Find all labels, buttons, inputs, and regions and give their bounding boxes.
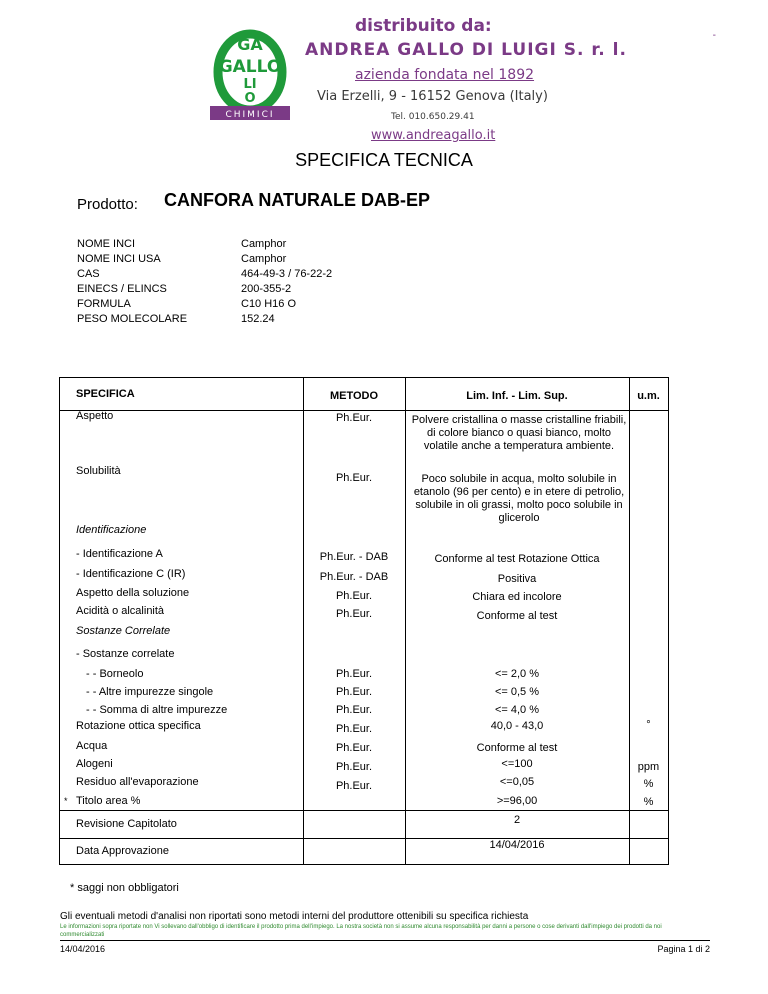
meta-key: CAS	[77, 268, 100, 280]
row-spec: Solubilità	[76, 465, 121, 477]
meta-key: PESO MOLECOLARE	[77, 313, 188, 325]
row-limits: Conforme al test	[476, 610, 558, 622]
row-method: Ph.Eur. - DAB	[319, 571, 389, 583]
row-limits: 14/04/2016	[489, 839, 545, 851]
page-number: Pagina 1 di 2	[657, 944, 710, 954]
meta-key: NOME INCI USA	[77, 253, 161, 265]
row-spec: - Identificazione C (IR)	[76, 568, 186, 580]
row-spec: - - Altre impurezze singole	[86, 686, 214, 698]
header-limits: Lim. Inf. - Lim. Sup.	[466, 390, 568, 402]
company-address: Via Erzelli, 9 - 16152 Genova (Italy)	[317, 89, 548, 104]
row-limits: Conforme al test Rotazione Ottica	[434, 553, 600, 565]
row-limits: Chiara ed incolore	[472, 591, 562, 603]
row-limits: 40,0 - 43,0	[490, 720, 544, 732]
row-limits: <=0,05	[499, 776, 535, 788]
row-spec: Revisione Capitolato	[76, 818, 177, 830]
row-limits: <= 4,0 %	[494, 704, 540, 716]
row-method: Ph.Eur.	[335, 608, 373, 620]
row-limits: <= 0,5 %	[494, 686, 540, 698]
logo-letters-low: LI	[243, 77, 257, 92]
logo-band-text: CHIMICI	[225, 110, 275, 120]
row-spec: Residuo all'evaporazione	[76, 776, 199, 788]
row-spec: - - Borneolo	[86, 668, 144, 680]
row-method: Ph.Eur.	[335, 704, 373, 716]
header-method: METODO	[329, 390, 379, 402]
company-phone: Tel. 010.650.29.41	[391, 112, 475, 122]
row-spec: Acqua	[76, 740, 108, 752]
optional-tests-note: * saggi non obbligatori	[70, 882, 179, 894]
logo-letters-top: GA	[237, 35, 263, 54]
meta-value: Camphor	[241, 253, 287, 265]
product-meta-values	[241, 237, 332, 327]
row-unit: %	[643, 796, 654, 808]
row-method: Ph.Eur.	[335, 780, 373, 792]
row-limits: Poco solubile in acqua, molto solubile in etanolo (96 per cento) e in etere di petrolio, solubile in oli grassi, molto poco solubile in glicerolo	[413, 473, 625, 524]
logo-letters-mid: GALLO	[218, 57, 282, 77]
row-spec: - Sostanze correlate	[76, 648, 175, 660]
row-spec: Acidità o alcalinità	[76, 605, 165, 617]
row-spec: Identificazione	[76, 524, 147, 536]
row-method: Ph.Eur.	[335, 742, 373, 754]
row-spec: Data Approvazione	[76, 845, 169, 857]
footer-disclaimer: Le informazioni sopra riportate non Vi sollevano dall'obbligo di identificare il prodotto prima dell'impiego. La nostra società non si assume alcuna responsabilità per danni a persone o cose derivanti dall'impiego dei prodotti da noi commercializzati	[60, 924, 662, 938]
row-method: Ph.Eur.	[335, 668, 373, 680]
row-limits: <=100	[501, 758, 533, 770]
meta-value: C10 H16 O	[241, 298, 297, 310]
row-unit: ppm	[637, 761, 660, 773]
product-meta-keys	[77, 237, 187, 327]
optional-marker: *	[64, 796, 68, 806]
header-spec: SPECIFICA	[76, 388, 135, 400]
meta-value: 464-49-3 / 76-22-2	[241, 268, 333, 280]
logo-emblem	[200, 28, 300, 128]
row-limits: >=96,00	[496, 795, 538, 807]
company-name: ANDREA GALLO DI LUIGI S. r. l.	[305, 40, 627, 60]
row-spec: Sostanze Correlate	[76, 625, 171, 637]
row-method: Ph.Eur.	[335, 761, 373, 773]
row-method: Ph.Eur.	[335, 686, 373, 698]
row-unit: °	[646, 719, 651, 731]
row-limits: Polvere cristallina o masse cristalline friabili, di colore bianco o quasi bianco, molto volatile anche a temperatura ambiente.	[411, 414, 627, 452]
product-name: CANFORA NATURALE DAB-EP	[164, 190, 430, 210]
row-method: Ph.Eur.	[335, 472, 373, 484]
row-method: Ph.Eur.	[335, 412, 373, 424]
spec-table	[59, 377, 669, 865]
corner-mark: -	[712, 30, 716, 41]
row-limits: Conforme al test	[476, 742, 558, 754]
row-limits: 2	[513, 814, 521, 826]
row-limits: <= 2,0 %	[494, 668, 540, 680]
row-unit: %	[643, 778, 654, 790]
meta-key: NOME INCI	[77, 238, 136, 250]
meta-value: 200-355-2	[241, 283, 292, 295]
row-method: Ph.Eur.	[335, 723, 373, 735]
row-limits: Positiva	[497, 573, 537, 585]
header-unit: u.m.	[637, 390, 660, 402]
row-spec: Aspetto	[76, 410, 114, 422]
company-website-link[interactable]: www.andreagallo.it	[371, 128, 496, 143]
meta-key: EINECS / ELINCS	[77, 283, 167, 295]
document-title: SPECIFICA TECNICA	[295, 150, 473, 170]
meta-value: 152.24	[241, 313, 275, 325]
row-spec: Titolo area %	[76, 795, 141, 807]
product-label: Prodotto:	[77, 196, 138, 213]
row-spec: - Identificazione A	[76, 548, 163, 560]
logo-letters-bottom: O	[244, 91, 256, 106]
company-logo	[200, 28, 300, 128]
footer-methods-note: Gli eventuali metodi d'analisi non riportati sono metodi interni del produttore ottenibili su specifica richiesta	[60, 911, 529, 922]
meta-value: Camphor	[241, 238, 287, 250]
row-spec: Rotazione ottica specifica	[76, 720, 201, 732]
row-spec: Alogeni	[76, 758, 113, 770]
distributed-by: distribuito da:	[355, 16, 492, 36]
row-method: Ph.Eur.	[335, 590, 373, 602]
row-spec: Aspetto della soluzione	[76, 587, 190, 599]
founded-text: azienda fondata nel 1892	[355, 67, 535, 83]
footer-date: 14/04/2016	[60, 944, 106, 954]
meta-key: FORMULA	[77, 298, 131, 310]
row-method: Ph.Eur. - DAB	[319, 551, 389, 563]
footer-divider	[60, 940, 710, 941]
row-spec: - - Somma di altre impurezze	[86, 704, 228, 716]
